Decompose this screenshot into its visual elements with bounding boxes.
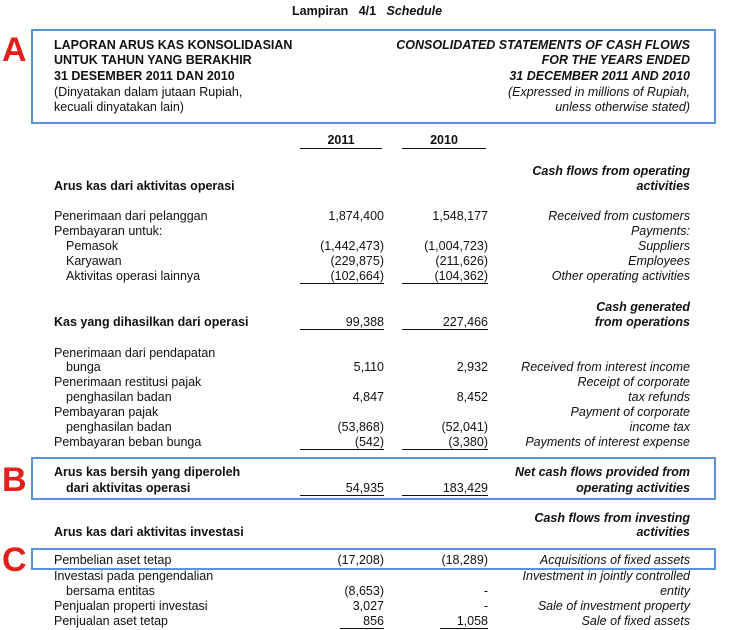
row-label-id: Pembayaran untuk: [54, 224, 163, 238]
row-value-2011: 5,110 [353, 360, 384, 374]
generated-value-2010: 227,466 [442, 315, 488, 329]
title-en-line4: (Expressed in millions of Rupiah, [507, 85, 690, 99]
op-heading-en-2: activities [636, 179, 690, 193]
row-label-id: Penjualan aset tetap [54, 614, 168, 628]
row-value-2010: (211,626) [435, 254, 488, 268]
row-label-en: Sale of investment property [537, 599, 690, 613]
net-id-2: dari aktivitas operasi [66, 481, 191, 495]
row-label-en: Payments of interest expense [525, 435, 690, 449]
generated-en-1: Cash generated [596, 300, 690, 314]
marker-a: A [2, 31, 27, 69]
title-en-line5: unless otherwise stated) [555, 100, 690, 114]
net-value-2011: 54,935 [345, 481, 384, 495]
inv-heading-en-2: activities [636, 525, 690, 539]
row-value-2010: 1,548,177 [432, 209, 488, 223]
lampiran-number: 4/1 [358, 4, 377, 18]
row-label-id: bunga [66, 360, 101, 374]
row-value-2010: (104,362) [434, 269, 488, 283]
row-value-2011: 3,027 [352, 599, 384, 613]
title-id-line4: (Dinyatakan dalam jutaan Rupiah, [54, 85, 243, 99]
row-label-id: Penjualan properti investasi [54, 599, 208, 613]
lampiran-label: Lampiran [292, 4, 349, 18]
row-label-en: Acquisitions of fixed assets [539, 553, 690, 567]
marker-b: B [2, 461, 27, 499]
row-value-2011: (102,664) [330, 269, 384, 283]
row-label-en: tax refunds [628, 390, 690, 404]
column-header-2011: 2011 [300, 133, 382, 149]
net-id-1: Arus kas bersih yang diperoleh [54, 465, 241, 479]
page-header [292, 4, 442, 19]
row-value-2011: (229,875) [330, 254, 384, 268]
net-rule-2011 [300, 495, 384, 496]
schedule-label: Schedule [386, 4, 443, 18]
generated-rule-2011 [300, 329, 384, 330]
subtotal-rule-2010 [440, 628, 488, 629]
subtotal-rule-2010 [402, 449, 488, 450]
row-value-2010: (52,041) [441, 420, 488, 434]
net-en-2: operating activities [576, 481, 690, 495]
row-label-id: Penerimaan dari pendapatan [54, 346, 216, 360]
row-value-2011: (53,868) [337, 420, 384, 434]
row-label-en: Employees [628, 254, 690, 268]
title-en-line2: FOR THE YEARS ENDED [541, 53, 690, 67]
title-id-line1: LAPORAN ARUS KAS KONSOLIDASIAN [54, 38, 293, 52]
row-label-en: Received from interest income [521, 360, 690, 374]
title-id-line2: UNTUK TAHUN YANG BERAKHIR [54, 53, 252, 67]
row-label-en: Sale of fixed assets [581, 614, 690, 628]
row-label-id: Karyawan [66, 254, 122, 268]
row-value-2011: 856 [363, 614, 384, 628]
row-label-en: Receipt of corporate [577, 375, 690, 389]
subtotal-rule-2011 [340, 628, 384, 629]
row-label-id: Aktivitas operasi lainnya [66, 269, 201, 283]
row-value-2010: - [483, 584, 488, 598]
net-en-1: Net cash flows provided from [514, 465, 690, 479]
net-value-2010: 183,429 [442, 481, 488, 495]
row-label-id: Investasi pada pengendalian [54, 569, 214, 583]
row-value-2011: (17,208) [337, 553, 384, 567]
title-id-line5: kecuali dinyatakan lain) [54, 100, 184, 114]
row-value-2010: - [483, 599, 488, 613]
row-label-id: Penerimaan dari pelanggan [54, 209, 208, 223]
row-value-2011: 4,847 [352, 390, 384, 404]
row-value-2010: 8,452 [456, 390, 488, 404]
row-label-en: Payments: [630, 224, 690, 238]
title-en-line3: 31 DECEMBER 2011 AND 2010 [509, 69, 690, 83]
row-label-id: Pembelian aset tetap [54, 553, 172, 567]
row-label-id: penghasilan badan [66, 390, 172, 404]
row-value-2010: 1,058 [456, 614, 488, 628]
row-value-2010: (3,380) [448, 435, 488, 449]
inv-heading-id: Arus kas dari aktivitas investasi [54, 525, 244, 539]
row-label-en: entity [660, 584, 690, 598]
row-value-2011: (1,442,473) [320, 239, 384, 253]
op-heading-id: Arus kas dari aktivitas operasi [54, 179, 235, 193]
inv-heading-en-1: Cash flows from investing [534, 511, 690, 525]
title-en-line1: CONSOLIDATED STATEMENTS OF CASH FLOWS [396, 38, 690, 52]
row-label-en: Investment in jointly controlled [522, 569, 690, 583]
row-value-2011: 1,874,400 [328, 209, 384, 223]
row-value-2011: (8,653) [344, 584, 384, 598]
row-label-en: income tax [629, 420, 690, 434]
row-label-id: penghasilan badan [66, 420, 172, 434]
row-label-id: Penerimaan restitusi pajak [54, 375, 202, 389]
row-label-id: Pemasok [66, 239, 119, 253]
net-rule-2010 [402, 495, 488, 496]
generated-value-2011: 99,388 [345, 315, 384, 329]
title-id-line3: 31 DESEMBER 2011 DAN 2010 [54, 69, 235, 83]
subtotal-rule-2011 [300, 449, 384, 450]
generated-id: Kas yang dihasilkan dari operasi [54, 315, 249, 329]
op-heading-en-1: Cash flows from operating [532, 164, 690, 178]
row-label-id: Pembayaran beban bunga [54, 435, 202, 449]
row-value-2011: (542) [354, 435, 384, 449]
generated-rule-2010 [402, 329, 488, 330]
column-header-2010: 2010 [402, 133, 486, 149]
generated-en-2: from operations [594, 315, 690, 329]
row-value-2010: (18,289) [441, 553, 488, 567]
subtotal-rule-2011 [300, 283, 384, 284]
row-label-id: Pembayaran pajak [54, 405, 159, 419]
marker-c: C [2, 541, 27, 579]
row-label-id: bersama entitas [66, 584, 155, 598]
row-label-en: Received from customers [548, 209, 690, 223]
row-label-en: Other operating activities [551, 269, 690, 283]
subtotal-rule-2010 [402, 283, 488, 284]
row-label-en: Suppliers [637, 239, 690, 253]
row-value-2010: (1,004,723) [424, 239, 488, 253]
row-label-en: Payment of corporate [570, 405, 690, 419]
row-value-2010: 2,932 [456, 360, 488, 374]
